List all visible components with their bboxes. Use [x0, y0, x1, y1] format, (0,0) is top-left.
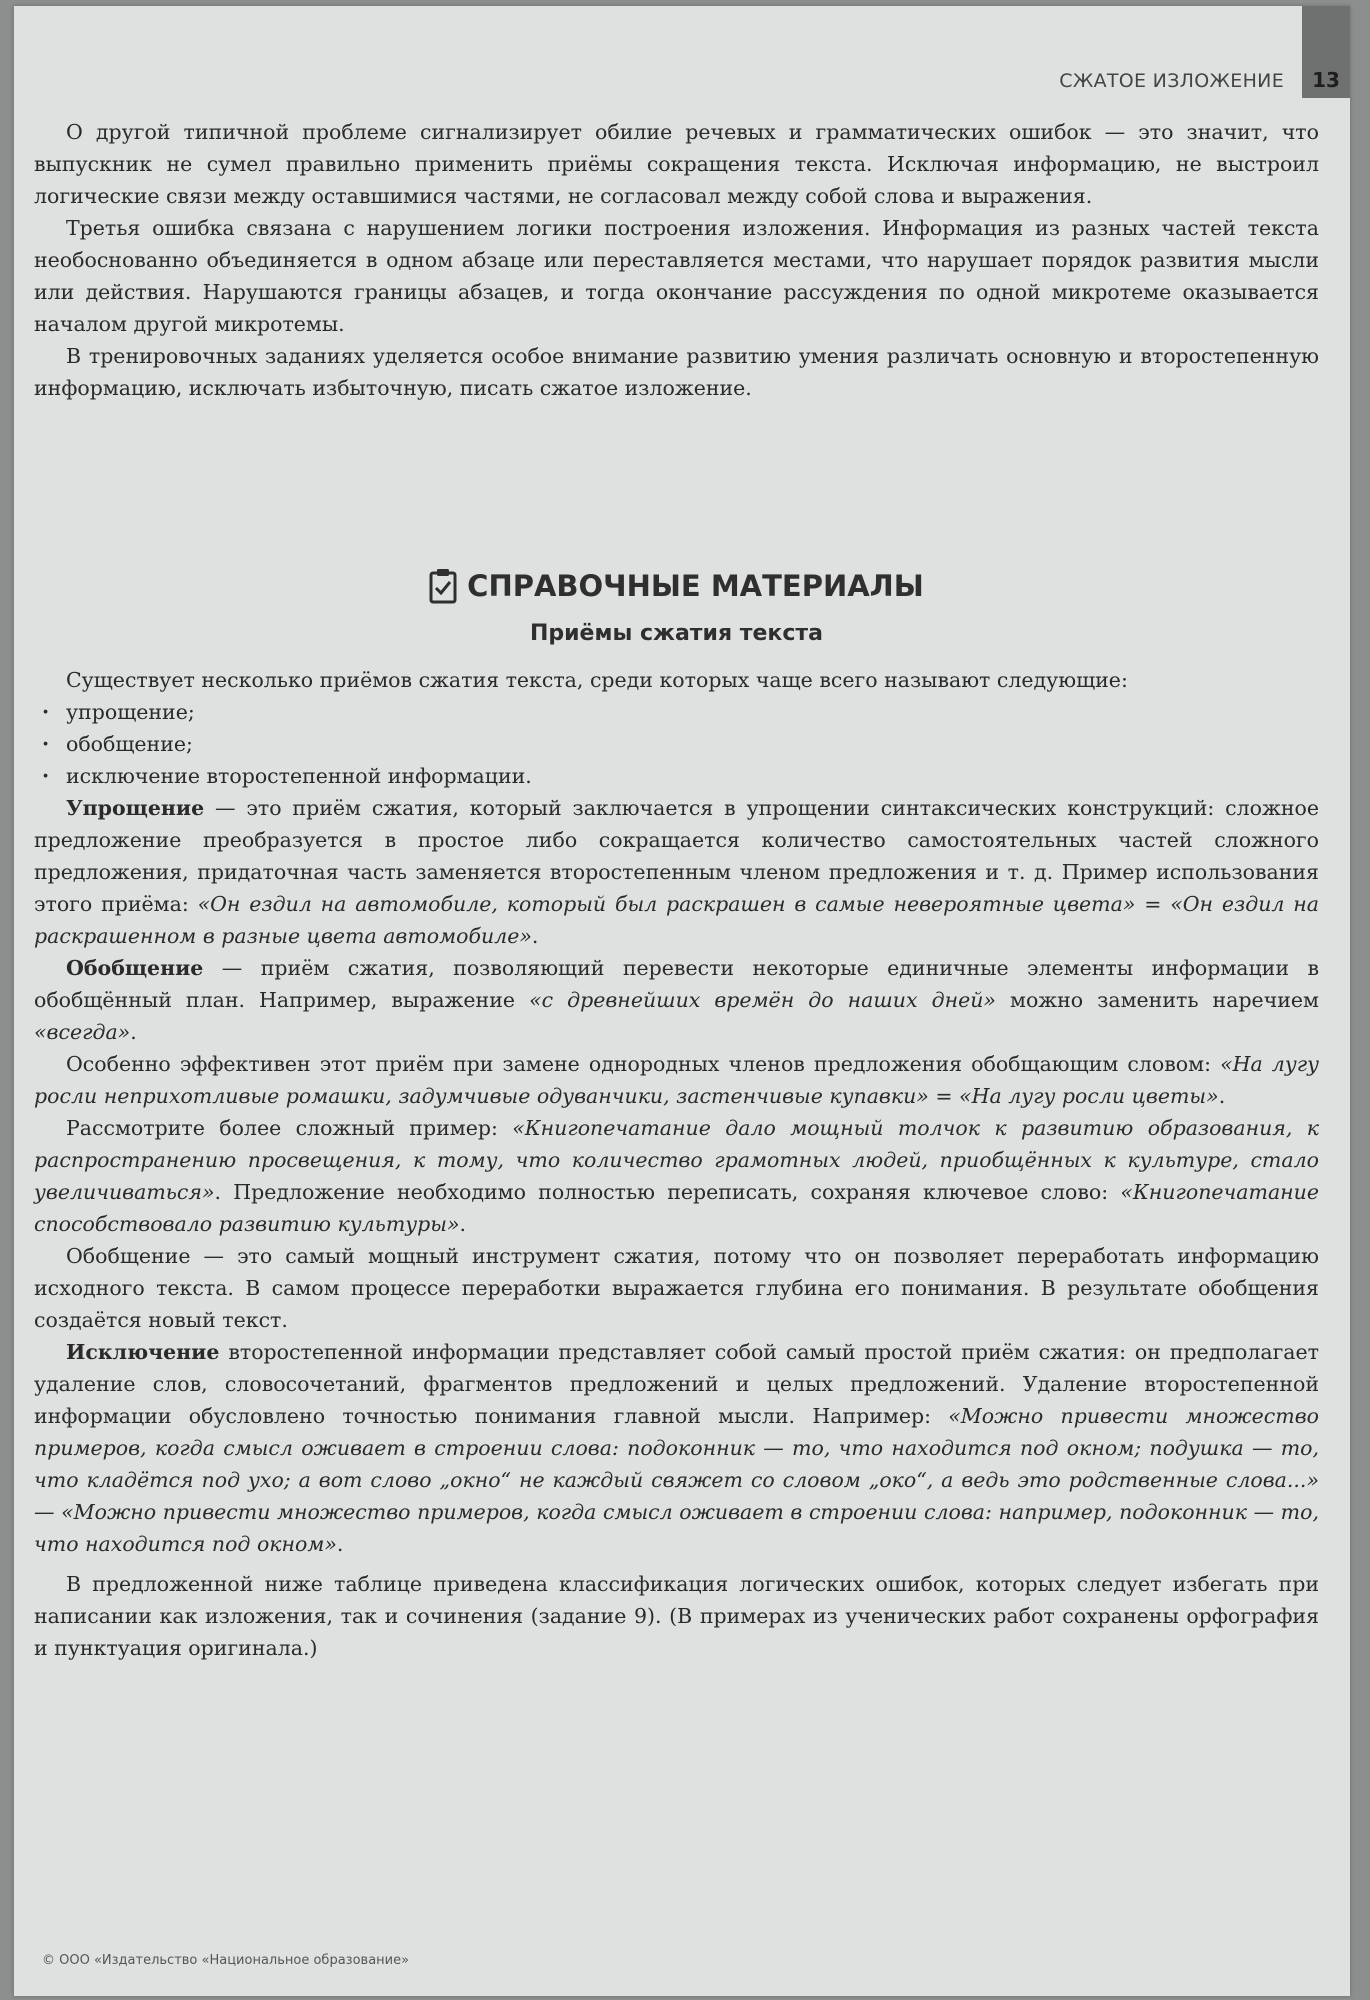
exclusion-text: второстепенной информации представляет собой самый простой приём сжатия: он предполагает удаление слов, словосочетаний, фрагментов предложений и целых предложений. Удаление второстепенной информации обусловлено точностью понимания главной мысли. Например: [34, 1340, 1319, 1428]
term-generalization: Обобщение [66, 956, 204, 980]
lead-paragraph: Существует несколько приёмов сжатия текста, среди которых чаще всего называют следующие: [66, 668, 1128, 692]
copyright-footer: © ООО «Издательство «Национальное образование» [42, 1953, 410, 1968]
complex-example-1: «Книгопечатание дало мощный толчок к развитию образования, к распространению просвещения, к тому, что количество грамотных людей, приобщённых к культуре, стало увеличиваться» [34, 1116, 1319, 1204]
book-page [14, 6, 1350, 1996]
simplification-example: «Он ездил на автомобиле, который был раскрашен в самые невероятные цвета» = «Он ездил на раскрашенном в разные цвета автомобиле» [34, 892, 1320, 948]
list-item: · исключение второстепенной информации. [34, 760, 1319, 792]
tool-paragraph: Обобщение — это самый мощный инструмент сжатия, потому что он позволяет переработать информацию исходного текста. В самом процессе переработки выражается глубина его понимания. В результате обобщения создаётся новый текст. [34, 1244, 1319, 1332]
section-heading [34, 564, 1319, 608]
punctuation: . [130, 1020, 137, 1044]
complex-mid: . Предложение необходимо полностью переписать, сохраняя ключевое слово: [214, 1180, 1121, 1204]
generalization-paragraph [34, 952, 1319, 1048]
punctuation: . [1218, 1084, 1226, 1108]
techniques-list [34, 696, 1319, 792]
term-exclusion: Исключение [66, 1340, 220, 1364]
punctuation: . [531, 924, 539, 948]
simplification-text: — это приём сжатия, который заключается в упрощении синтаксических конструкций: сложное предложение преобразуется в простое либо сокращается количество самостоятельных частей сложного предложения, придаточная часть заменяется второстепенным членом предложения и т. д. Пример использования этого приёма: [34, 796, 1319, 916]
exclusion-mid: — [34, 1500, 62, 1524]
header-title: СЖАТОЕ ИЗЛОЖЕНИЕ [1059, 70, 1284, 92]
list-item: · упрощение; [34, 696, 1319, 728]
page-number: 13 [1302, 6, 1350, 98]
section-subtitle: Приёмы сжатия текста [529, 621, 823, 646]
intro-paragraph-1: О другой типичной проблеме сигнализирует обилие речевых и грамматических ошибок — это значит, что выпускник не сумел правильно применить приёмы сокращения текста. Исключая информацию, не выстроил логические связи между оставшимися частями, не согласовал между собой слова и выражения. [34, 120, 1319, 208]
list-item: · обобщение; [34, 728, 1319, 760]
running-header [1059, 6, 1350, 98]
homogeneous-text: Особенно эффективен этот приём при замене однородных членов предложения обобщающим словом: [66, 1052, 1221, 1076]
complex-example-paragraph [34, 1112, 1319, 1240]
generalization-example-1: «с древнейших времён до наших дней» [529, 988, 996, 1012]
section-title: СПРАВОЧНЫЕ МАТЕРИАЛЫ [467, 569, 924, 603]
complex-example-2: «Книгопечатание способствовало развитию культуры» [34, 1180, 1319, 1236]
clipboard-check-icon [429, 568, 457, 604]
exclusion-example-2: «Можно привести множество примеров, когда смысл оживает в строении слова: например, подоконник — то, что находится под окном» [34, 1500, 1319, 1556]
exclusion-example-1: «Можно привести множество примеров, когда смысл оживает в строении слова: подоконник — то, что находится под окном; подушка — то, что кладётся под ухо; а вот слово „окно“ не каждый свяжет со словом „око“, а ведь это родственные слова...» [34, 1404, 1319, 1492]
punctuation: . [459, 1212, 467, 1236]
homogeneous-paragraph [34, 1048, 1319, 1112]
intro-paragraph-3: В тренировочных заданиях уделяется особое внимание развитию умения различать основную и второстепенную информацию, исключать избыточную, писать сжатое изложение. [34, 344, 1319, 400]
generalization-mid: можно заменить наречием [995, 988, 1319, 1012]
intro-paragraph-2: Третья ошибка связана с нарушением логики построения изложения. Информация из разных частей текста необоснованно объединяется в одном абзаце или переставляется местами, что нарушает порядок развития мысли или действия. Нарушаются границы абзацев, и тогда окончание рассуждения по одной микротеме оказывается началом другой микротемы. [34, 216, 1319, 336]
term-simplification: Упрощение [66, 796, 205, 820]
simplification-paragraph [34, 792, 1319, 952]
page-content [34, 116, 1319, 1664]
complex-text: Рассмотрите более сложный пример: [66, 1116, 513, 1140]
closing-paragraph: В предложенной ниже таблице приведена классификация логических ошибок, которых следует избегать при написании как изложения, так и сочинения (задание 9). (В примерах из ученических работ сохранены орфография и пунктуация оригинала.) [34, 1572, 1319, 1660]
homogeneous-example: «На лугу росли неприхотливые ромашки, задумчивые одуванчики, застенчивые купавки» = «На лугу росли цветы» [34, 1052, 1319, 1108]
generalization-example-2: «всегда» [34, 1020, 131, 1044]
generalization-text: — приём сжатия, позволяющий перевести некоторые единичные элементы информации в обобщённый план. Например, выражение [34, 956, 1319, 1012]
exclusion-paragraph [34, 1336, 1319, 1560]
punctuation: . [336, 1532, 344, 1556]
